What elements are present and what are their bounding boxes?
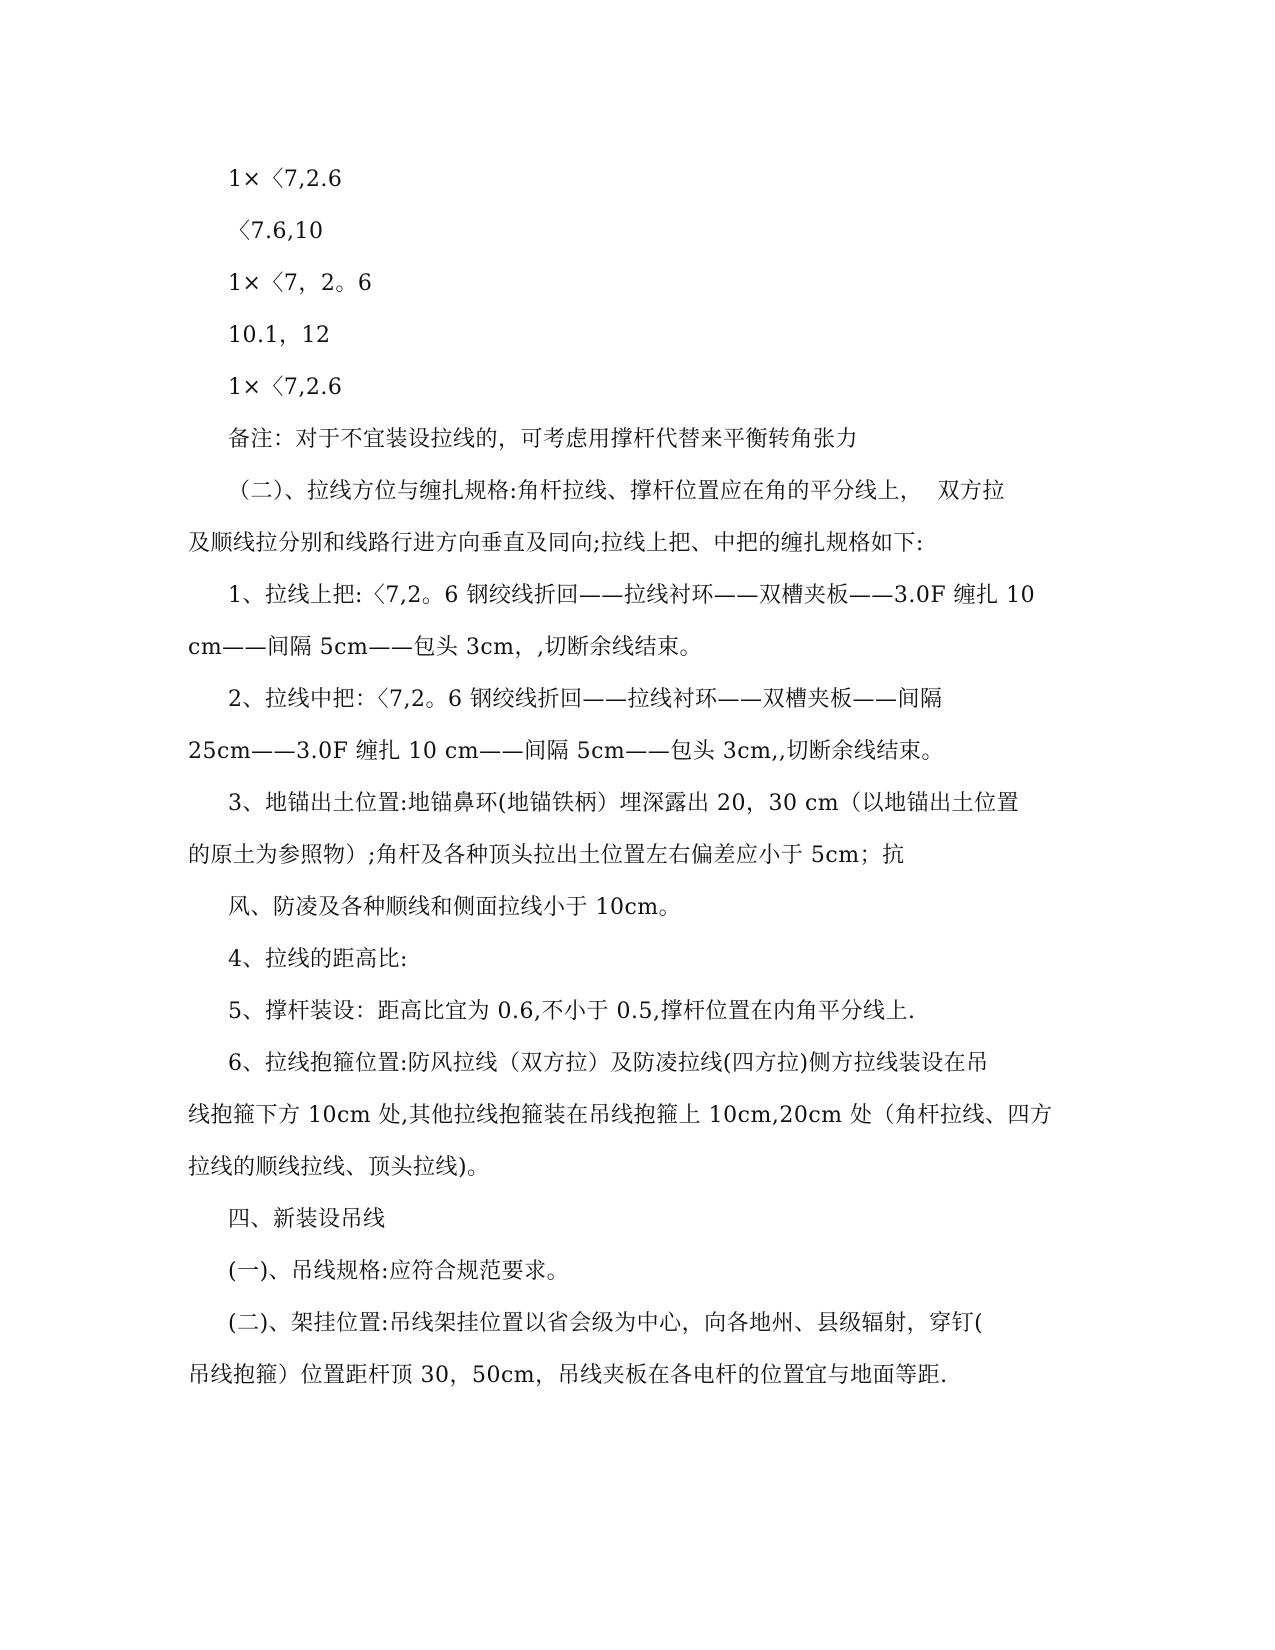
text-line: 及顺线拉分别和线路行进方向垂直及同向;拉线上把、中把的缠扎规格如下:: [188, 531, 924, 556]
section-heading: 四、新装设吊线: [228, 1207, 386, 1232]
text-line: cm——间隔 5cm——包头 3cm，,切断余线结束。: [188, 635, 703, 660]
text-line: 1×〈7,2.6: [228, 375, 343, 400]
list-item: 5、撑杆装设：距高比宜为 0.6,不小于 0.5,撑杆位置在内角平分线上.: [228, 999, 916, 1024]
section-heading: （二）、拉线方位与缠扎规格:角杆拉线、撑杆位置应在角的平分线上， 双方拉: [228, 479, 1005, 504]
text-line: 〈7.6,10: [228, 219, 324, 244]
list-item: 4、拉线的距高比:: [228, 947, 408, 972]
subsection-heading: (二)、架挂位置:吊线架挂位置以省会级为中心，向各地州、县级辐射，穿钉(: [228, 1311, 984, 1336]
text-line: 的原土为参照物）;角杆及各种顶头拉出土位置左右偏差应小于 5cm；抗: [188, 843, 905, 868]
text-line: 10.1，12: [228, 323, 331, 348]
list-item: 1、拉线上把:〈7,2。6 钢绞线折回——拉线衬环——双槽夹板——3.0F 缠扎 10: [228, 583, 1036, 608]
text-line: 1×〈7,2.6: [228, 167, 343, 192]
list-item: 6、拉线抱箍位置:防风拉线（双方拉）及防凌拉线(四方拉)侧方拉线装设在吊: [228, 1051, 989, 1076]
list-item: 2、拉线中把：〈7,2。6 钢绞线折回——拉线衬环——双槽夹板——间隔: [228, 687, 943, 712]
text-line: 25cm——3.0F 缠扎 10 cm——间隔 5cm——包头 3cm,,切断余线结束。: [188, 739, 944, 764]
text-line: 线抱箍下方 10cm 处,其他拉线抱箍装在吊线抱箍上 10cm,20cm 处（角杆拉线、四方: [188, 1103, 1053, 1128]
note-line: 备注：对于不宜装设拉线的，可考虑用撑杆代替来平衡转角张力: [228, 427, 859, 452]
text-line: 拉线的顺线拉线、顶头拉线)。: [188, 1155, 490, 1180]
text-line: 风、防凌及各种顺线和侧面拉线小于 10cm。: [228, 895, 682, 920]
subsection-heading: (一)、吊线规格:应符合规范要求。: [228, 1259, 570, 1284]
text-line: 吊线抱箍）位置距杆顶 30，50cm，吊线夹板在各电杆的位置宜与地面等距.: [188, 1363, 948, 1388]
list-item: 3、地锚出土位置:地锚鼻环(地锚铁柄）埋深露出 20，30 cm（以地锚出土位置: [228, 791, 1020, 816]
text-line: 1×〈7，2。6: [228, 271, 373, 296]
